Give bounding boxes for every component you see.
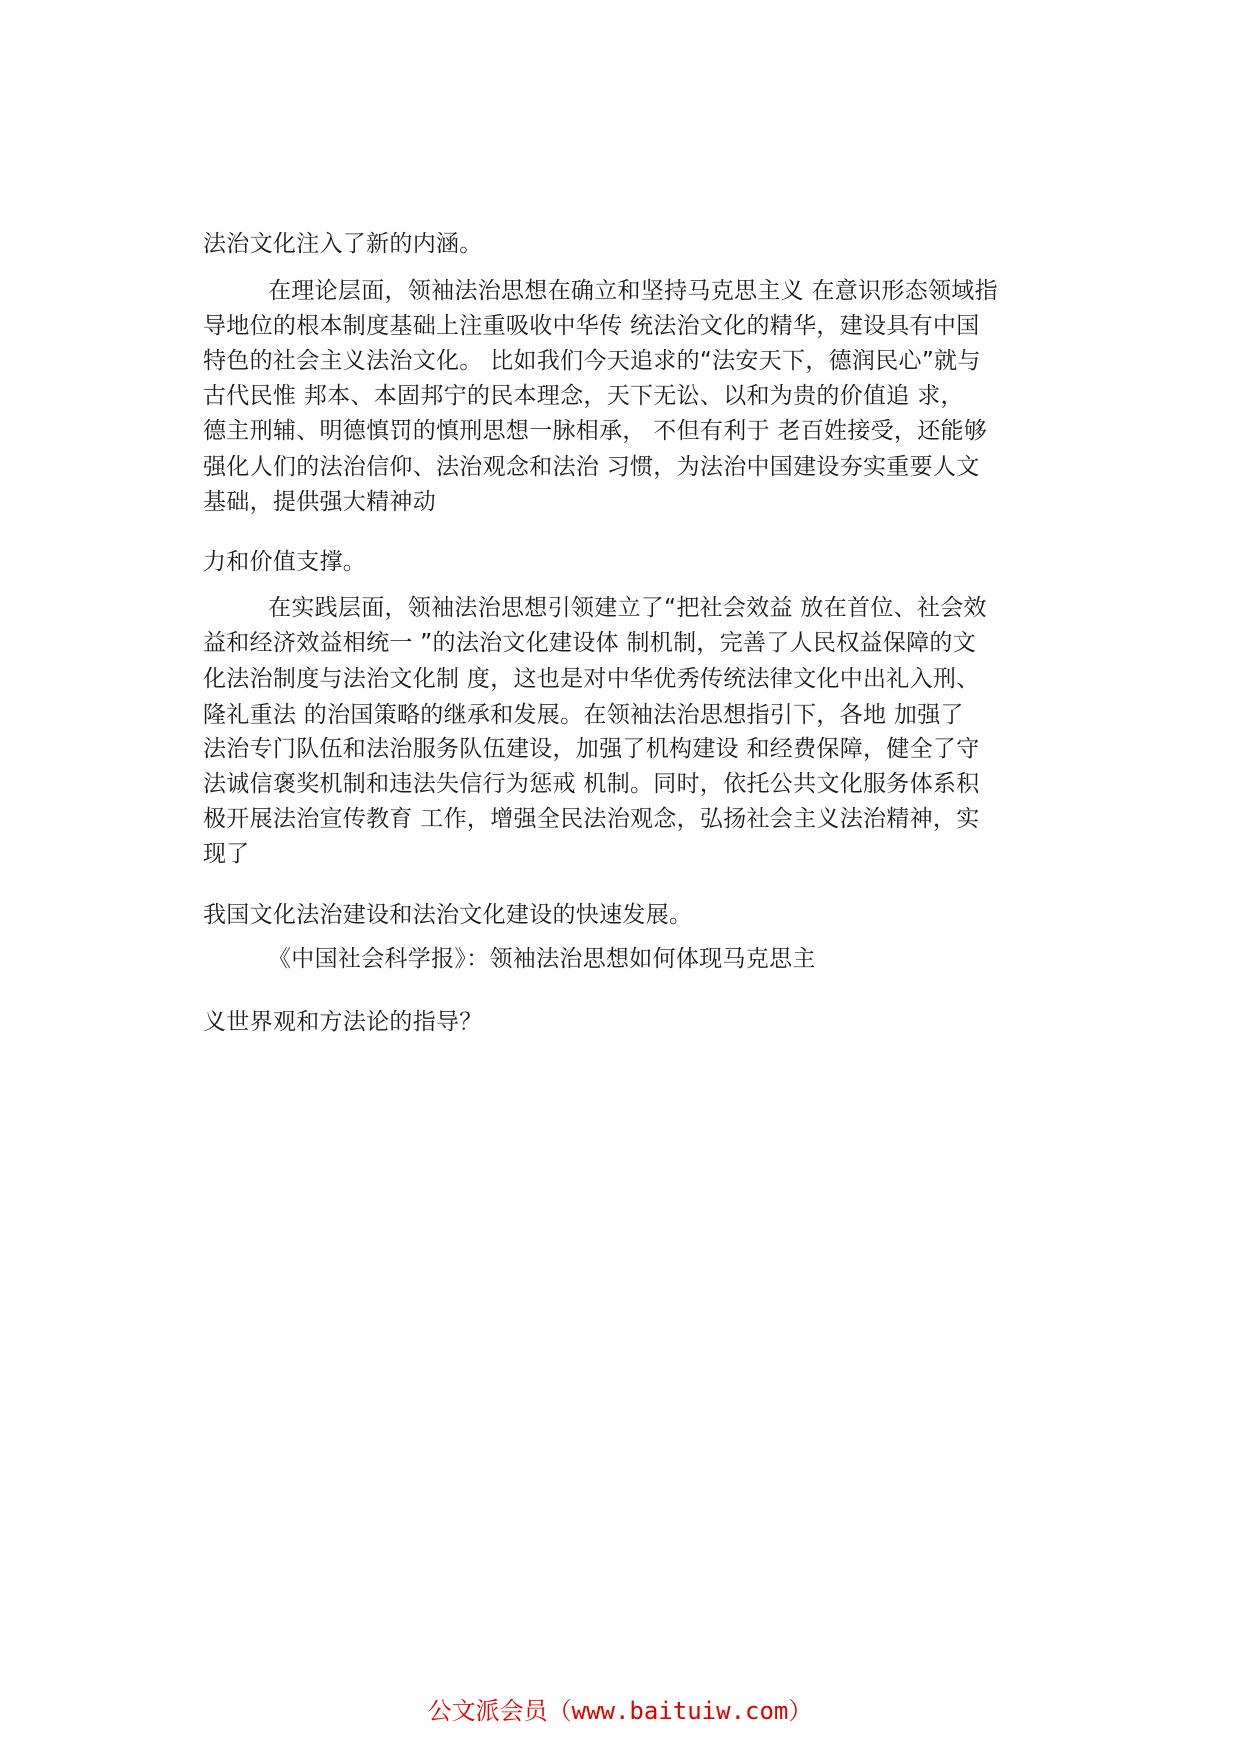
paragraph-line: 特色的社会主义法治文化。 比如我们今天追求的“法安天下，德润民心”就与 [203,348,981,374]
footer-watermark [0,1696,1240,1726]
footer-close: ） [788,1697,813,1725]
paragraph-line: 极开展法治宣传教育 工作，增强全民法治观念，弘扬社会主义法治精神，实 [203,806,980,832]
footer-label: 公文派会员（ [427,1697,572,1725]
paragraph-line: 现了 [203,841,250,867]
paragraph-line: 益和经济效益相统一 ”的法治文化建设体 制机制，完善了人民权益保障的文 [203,630,977,656]
text-line: 力和价值支撑。 [203,549,367,575]
question-line: 义世界观和方法论的指导？ [203,1009,483,1035]
question-line: 《中国社会科学报》：领袖法治思想如何体现马克思主 [268,946,816,972]
paragraph-line: 法诚信褒奖机制和违法失信行为惩戒 机制。同时，依托公共文化服务体系积 [203,771,980,797]
paragraph-line: 法治专门队伍和法治服务队伍建设，加强了机构建设 和经费保障，健全了守 [203,736,980,762]
paragraph-line: 基础，提供强大精神动 [203,489,436,515]
paragraph-line: 强化人们的法治信仰、法治观念和法治 习惯，为法治中国建设夯实重要人文 [203,454,980,480]
paragraph-line: 古代民惟 邦本、本固邦宁的民本理念，天下无讼、以和为贵的价值追 求， [203,383,964,409]
footer-url[interactable]: www.baituiw.com [571,1697,789,1725]
text-line: 我国文化法治建设和法治文化建设的快速发展。 [203,902,693,928]
paragraph-line: 导地位的根本制度基础上注重吸收中华传 统法治文化的精华，建设具有中国 [203,313,980,339]
paragraph-line: 在实践层面，领袖法治思想引领建立了“把社会效益 放在首位、社会效 [268,595,987,621]
paragraph-line: 德主刑辅、明德慎罚的慎刑思想一脉相承， 不但有利于 老百姓接受，还能够 [203,418,988,444]
text-line: 法治文化注入了新的内涵。 [203,231,483,257]
paragraph-line: 在理论层面，领袖法治思想在确立和坚持马克思主义 在意识形态领域指 [268,278,998,304]
paragraph-line: 隆礼重法 的治国策略的继承和发展。在领袖法治思想指引下，各地 加强了 [203,702,964,728]
paragraph-line: 化法治制度与法治文化制 度，这也是对中华优秀传统法律文化中出礼入刑、 [203,666,980,692]
